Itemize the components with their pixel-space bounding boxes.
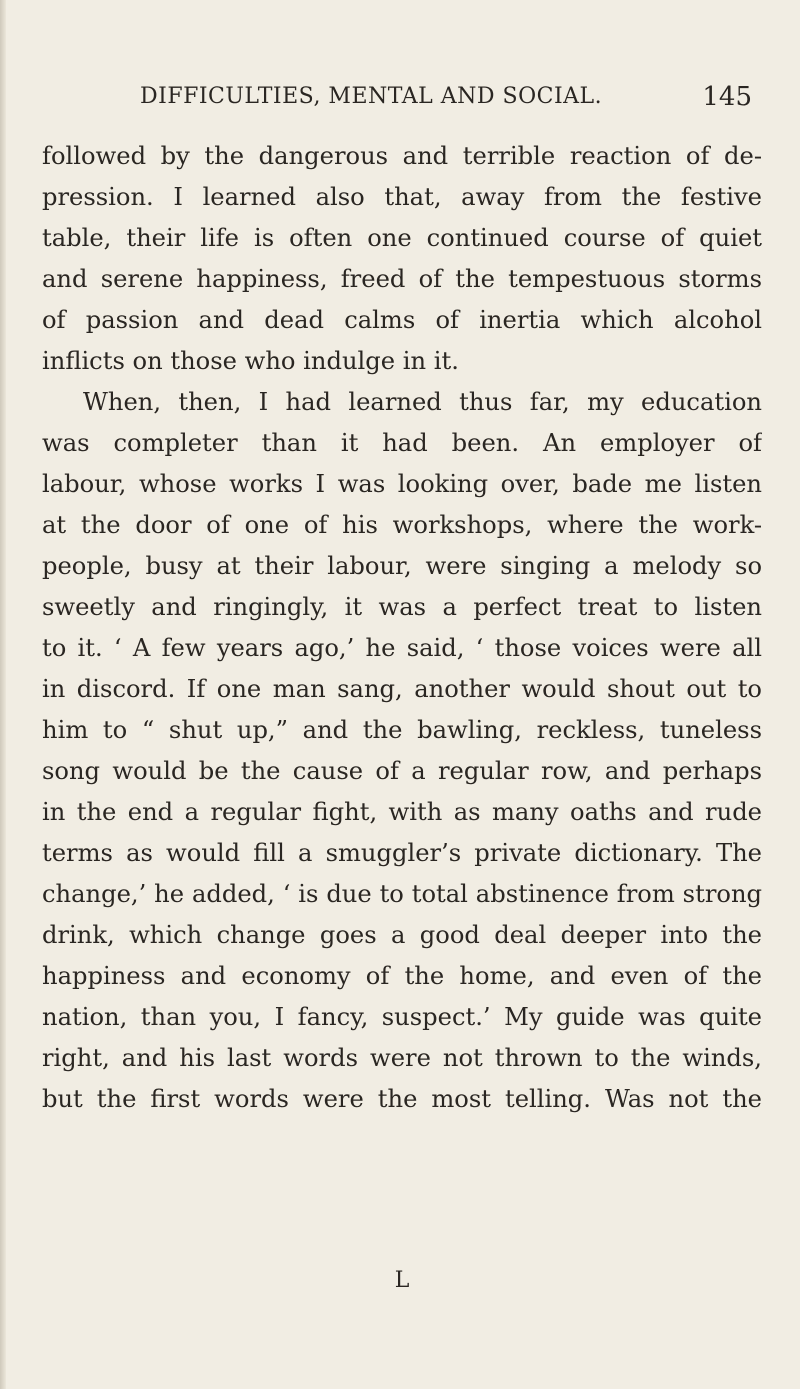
- text-line: drink, which change goes a good deal deeper into the: [42, 921, 762, 949]
- text-line: was completer than it had been. An employer of: [42, 429, 762, 457]
- text-line: nation, than you, I fancy, suspect.’ My guide was quite: [42, 1003, 762, 1031]
- text-line: and serene happiness, freed of the tempestuous storms: [42, 265, 762, 293]
- text-line: change,’ he added, ‘ is due to total abstinence from strong: [42, 880, 762, 908]
- text-line: in discord. If one man sang, another would shout out to: [42, 675, 762, 703]
- text-line: terms as would fill a smuggler’s private dictionary. The: [42, 839, 762, 867]
- page-header: [140, 78, 752, 118]
- signature-mark: L: [394, 1268, 410, 1293]
- text-line: pression. I learned also that, away from the festive: [42, 183, 762, 211]
- text-line: people, busy at their labour, were singing a melody so: [42, 552, 762, 580]
- page-gutter-shadow: [0, 0, 6, 1389]
- text-line: him to “ shut up,” and the bawling, reckless, tuneless: [42, 716, 762, 744]
- page-number: 145: [702, 82, 752, 112]
- text-line: in the end a regular fight, with as many oaths and rude: [42, 798, 762, 826]
- text-line: right, and his last words were not thrown to the winds,: [42, 1044, 762, 1072]
- text-line: When, then, I had learned thus far, my education: [83, 388, 762, 416]
- text-line: followed by the dangerous and terrible reaction of de-: [42, 142, 762, 170]
- text-line: at the door of one of his workshops, where the work-: [42, 511, 762, 539]
- body-text: [42, 136, 762, 1120]
- text-line: inflicts on those who indulge in it.: [42, 347, 459, 375]
- text-line: of passion and dead calms of inertia which alcohol: [42, 306, 762, 334]
- text-line: table, their life is often one continued course of quiet: [42, 224, 762, 252]
- text-line: labour, whose works I was looking over, bade me listen: [42, 470, 762, 498]
- text-line: song would be the cause of a regular row, and perhaps: [42, 757, 762, 785]
- text-line: sweetly and ringingly, it was a perfect treat to listen: [42, 593, 762, 621]
- text-line: but the first words were the most telling. Was not the: [42, 1085, 762, 1113]
- text-line: to it. ‘ A few years ago,’ he said, ‘ those voices were all: [42, 634, 762, 662]
- running-head: DIFFICULTIES, MENTAL AND SOCIAL.: [140, 84, 603, 109]
- text-line: happiness and economy of the home, and even of the: [42, 962, 762, 990]
